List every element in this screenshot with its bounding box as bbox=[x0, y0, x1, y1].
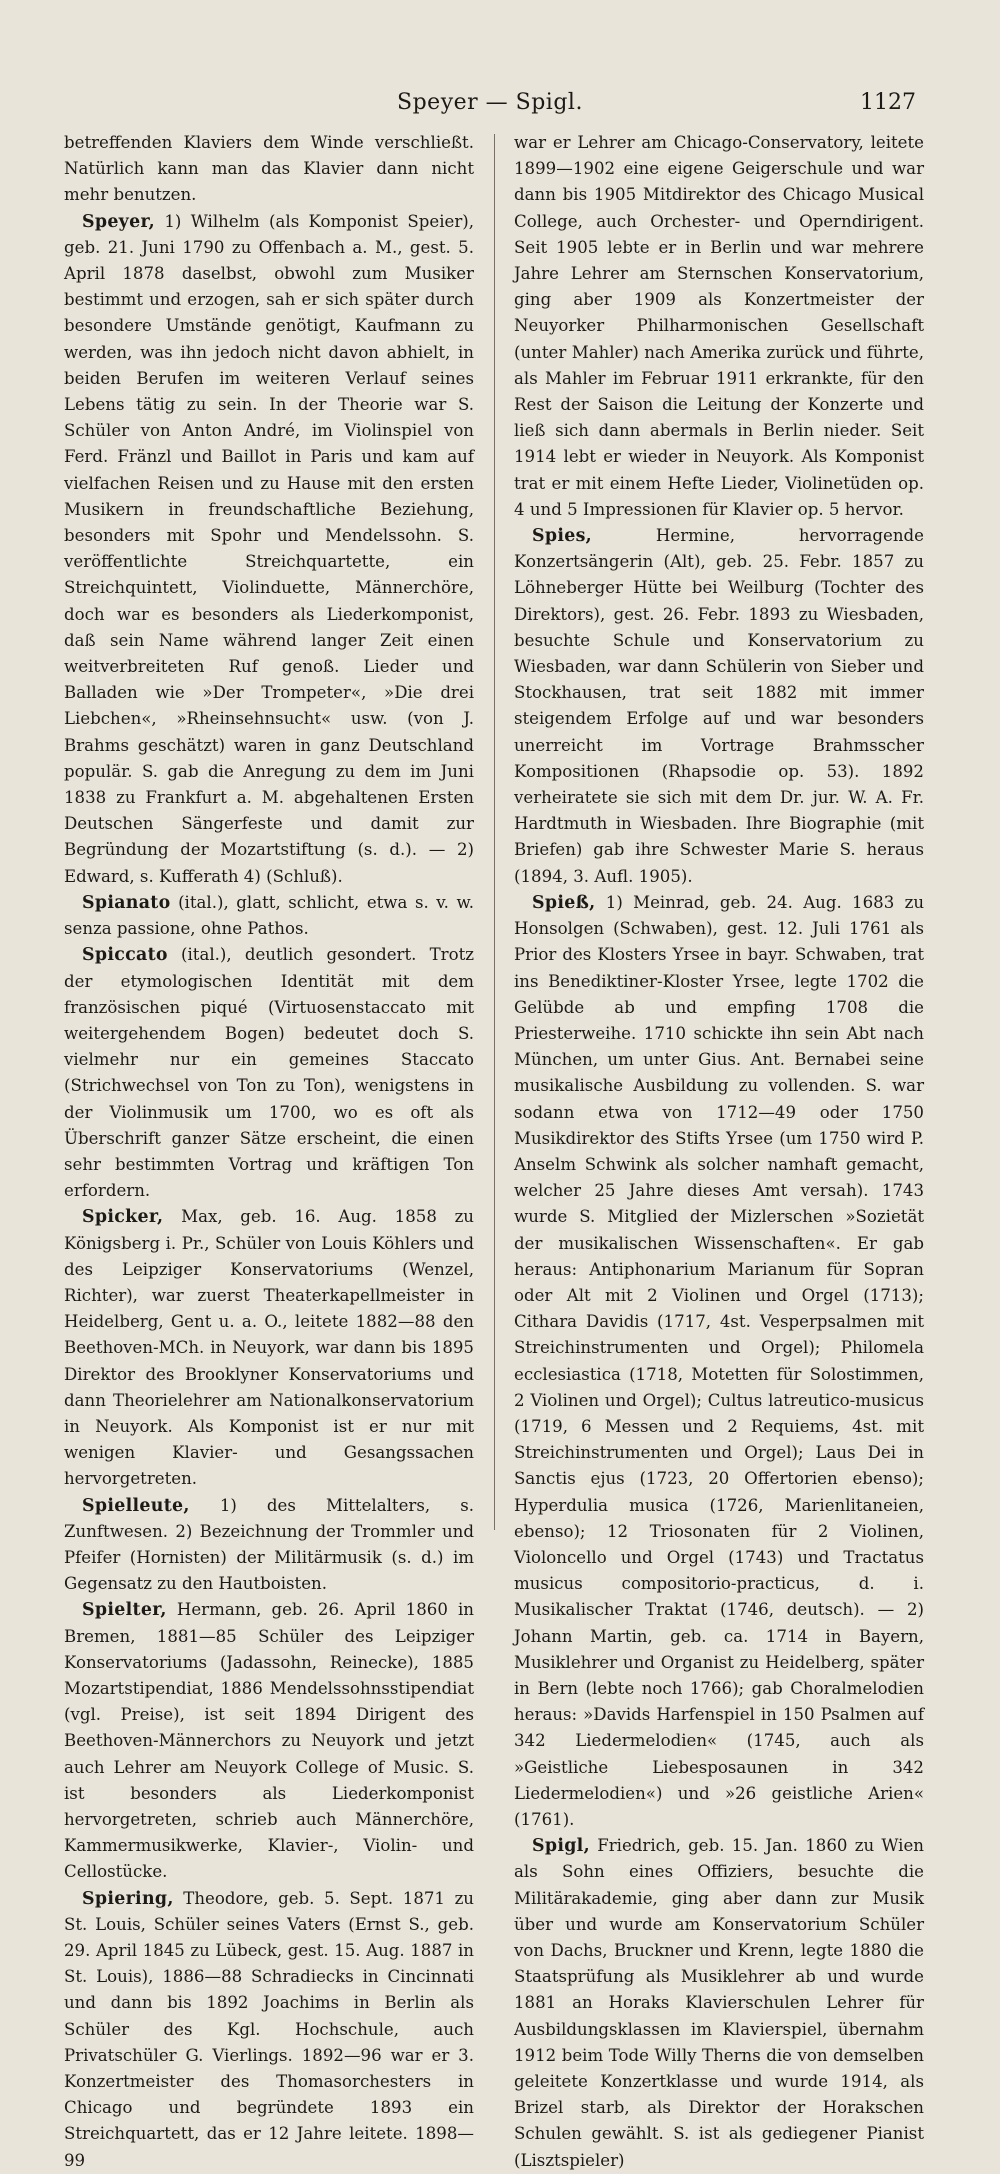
dictionary-entry bbox=[64, 1204, 474, 1492]
two-column-body bbox=[64, 130, 924, 2170]
entry-text: (ital.), deutlich gesondert. Trotz der etymologischen Identität mit dem französischen piqué (Virtuosenstaccato mit weitergehendem Bogen) bedeutet doch S. vielmehr nur ein gemeines Staccato (Strichwechsel von Ton zu Ton), wenigstens in der Violinmusik um 1700, wo es oft als Überschrift ganzer Sätze erscheint, die einen sehr bestimmten Vortrag und kräftigen Ton erfordern. bbox=[64, 945, 474, 1201]
entry-text: 1) des Mittelalters, s. Zunftwesen. 2) Bezeichnung der Trommler und Pfeifer (Hornisten) der Militärmusik (s. d.) im Gegensatz zu den Hautboisten. bbox=[64, 1495, 474, 1594]
dictionary-entry bbox=[514, 523, 924, 890]
dictionary-entry bbox=[64, 209, 474, 890]
entry-headword: Spielleute, bbox=[82, 1495, 190, 1516]
entry-headword: Spiccato bbox=[82, 945, 168, 966]
entry-headword: Speyer, bbox=[82, 211, 156, 232]
entry-text: Friedrich, geb. 15. Jan. 1860 zu Wien als Sohn eines Offiziers, besuchte die Militärakademie, ging aber dann zur Musik über und wurde am Konservatorium Schüler von Dachs, Bruckner und Krenn, legte 1880 die Staatsprüfung als Musiklehrer ab und wurde 1881 an Horaks Klavierschulen Lehrer für Ausbildungsklassen im Klavierspiel, übernahm 1912 beim Tode Willy Therns die von demselben geleitete Konzertklasse und wurde 1914, als Brizel starb, als Direktor der Horakschen Schulen gewählt. S. ist als gediegener Pianist (Lisztspieler) bbox=[514, 1836, 924, 2170]
entry-text: 1) Wilhelm (als Komponist Speier), geb. 21. Juni 1790 zu Offenbach a. M., gest. 5. April 1878 daselbst, obwohl zum Musiker bestimmt und erzogen, sah er sich später durch besondere Umstände genötigt, Kaufmann zu werden, was ihn jedoch nicht davon abhielt, in beiden Berufen im weiteren Verlauf seines Lebens tätig zu sein. In der Theorie war S. Schüler von Anton André, im Violinspiel von Ferd. Fränzl und Baillot in Paris und kam auf vielfachen Reisen und zu Hause mit den ersten Musikern in freundschaftliche Beziehung, besonders mit Spohr und Mendelssohn. S. veröffentlichte Streichquartette, ein Streichquintett, Violinduette, Männerchöre, doch war es besonders als Liederkomponist, daß sein Name während langer Zeit einen weitverbreiteten Ruf genoß. Lieder und Balladen wie »Der Trompeter«, »Die drei Liebchen«, »Rheinsehnsucht« usw. (von J. Brahms geschätzt) waren in ganz Deutschland populär. S. gab die Anregung zu dem im Juni 1838 zu Frankfurt a. M. abgehaltenen Ersten Deutschen Sängerfeste und damit zur Begründung der Mozartstiftung (s. d.). — 2) Edward, s. Kufferath 4) (Schluß). bbox=[64, 211, 474, 886]
page-number: 1127 bbox=[860, 90, 916, 115]
entry-headword: Spies, bbox=[532, 526, 593, 547]
continued-paragraph bbox=[514, 130, 924, 523]
dictionary-entry bbox=[514, 1833, 924, 2174]
entry-headword: Spielter, bbox=[82, 1600, 167, 1621]
entry-text: 1) Meinrad, geb. 24. Aug. 1683 zu Honsolgen (Schwaben), gest. 12. Juli 1761 als Prior des Klosters Yrsee in bayr. Schwaben, trat ins Benediktiner-Kloster Yrsee, legte 1702 die Gelübde ab und empfing 1708 die Priesterweihe. 1710 schickte ihn sein Abt nach München, um unter Gius. Ant. Bernabei seine musikalische Ausbildung zu vollenden. S. war sodann etwa von 1712—49 oder 1750 Musikdirektor des Stifts Yrsee (um 1750 wird P. Anselm Schwink als solcher namhaft gemacht, welcher 25 Jahre dieses Amt versah). 1743 wurde S. Mitglied der Mizlerschen »Sozietät der musikalischen Wissenschaften«. Er gab heraus: Antiphonarium Marianum für Sopran oder Alt mit 2 Violinen und Orgel (1713); Cithara Davidis (1717, 4st. Vesperpsalmen mit Streichinstrumenten und Orgel); Philomela ecclesiastica (1718, Motetten für Solostimmen, 2 Violinen und Orgel); Cultus latreutico-musicus (1719, 6 Messen und 2 Requiems, 4st. mit Streichinstrumenten und Orgel); Laus Dei in Sanctis ejus (1723, 20 Offertorien ebenso); Hyperdulia musica (1726, Marienlitaneien, ebenso); 12 Triosonaten für 2 Violinen, Violoncello und Orgel (1743) und Tractatus musicus compositorio-practicus, d. i. Musikalischer Traktat (1746, deutsch). — 2) Johann Martin, geb. ca. 1714 in Bayern, Musiklehrer und Organist zu Heidelberg, später in Bern (lebte noch 1766); gab Choralmelodien heraus: »Davids Harfenspiel in 150 Psalmen auf 342 Liedermelodien« (1745, auch als »Geistliche Liebesposaunen in 342 Liedermelodien«) und »26 geistliche Arien« (1761). bbox=[514, 892, 924, 1829]
entry-text: betreffenden Klaviers dem Winde verschließt. Natürlich kann man das Klavier dann nicht mehr benutzen. bbox=[64, 133, 474, 205]
running-head: Speyer — Spigl. bbox=[397, 90, 583, 115]
entry-text: Hermann, geb. 26. April 1860 in Bremen, 1881—85 Schüler des Leipziger Konservatoriums (Jadassohn, Reinecke), 1885 Mozartstipendiat, 1886 Mendelssohnsstipendiat (vgl. Preise), ist seit 1894 Dirigent des Beethoven-Männerchors zu Neuyork und jetzt auch Lehrer am Neuyork College of Music. S. ist besonders als Liederkomponist hervorgetreten, schrieb auch Männerchöre, Kammermusikwerke, Klavier-, Violin- und Cellostücke. bbox=[64, 1600, 474, 1882]
entry-headword: Spicker, bbox=[82, 1207, 164, 1228]
continued-paragraph bbox=[64, 130, 474, 209]
entry-text: Max, geb. 16. Aug. 1858 zu Königsberg i. Pr., Schüler von Louis Köhlers und des Leipziger Konservatoriums (Wenzel, Richter), war zuerst Theaterkapellmeister in Heidelberg, Gent u. a. O., leitete 1882—88 den Beethoven-MCh. in Neuyork, war dann bis 1895 Direktor des Brooklyner Konservatoriums und dann Theorielehrer am Nationalkonservatorium in Neuyork. Als Komponist ist er nur mit wenigen Klavier- und Gesangssachen hervorgetreten. bbox=[64, 1207, 474, 1489]
dictionary-entry bbox=[64, 1493, 474, 1598]
dictionary-entry bbox=[64, 1597, 474, 1885]
dictionary-entry bbox=[64, 942, 474, 1204]
entry-text: (ital.), glatt, schlicht, etwa s. v. w. senza passione, ohne Pathos. bbox=[64, 892, 474, 939]
entry-headword: Spieß, bbox=[532, 892, 596, 913]
dictionary-entry bbox=[64, 890, 474, 942]
entry-headword: Spianato bbox=[82, 892, 171, 913]
right-column bbox=[514, 130, 924, 2170]
dictionary-entry bbox=[64, 1886, 474, 2174]
entry-text: Theodore, geb. 5. Sept. 1871 zu St. Louis, Schüler seines Vaters (Ernst S., geb. 29. April 1845 zu Lübeck, gest. 15. Aug. 1887 in St. Louis), 1886—88 Schradiecks in Cincinnati und dann bis 1892 Joachims in Berlin als Schüler des Kgl. Hochschule, auch Privatschüler G. Vierlings. 1892—96 war er 3. Konzertmeister des Thomasorchesters in Chicago und begründete 1893 ein Streichquartett, das er 12 Jahre leitete. 1898—99 bbox=[64, 1888, 474, 2170]
dictionary-entry bbox=[514, 890, 924, 1833]
entry-headword: Spiering, bbox=[82, 1888, 174, 1909]
entry-text: Hermine, hervorragende Konzertsängerin (Alt), geb. 25. Febr. 1857 zu Löhneberger Hütte bei Weilburg (Tochter des Direktors), gest. 26. Febr. 1893 zu Wiesbaden, besuchte Schule und Konservatorium zu Wiesbaden, war dann Schülerin von Sieber und Stockhausen, trat seit 1882 mit immer steigendem Erfolge auf und war besonders unerreicht im Vortrage Brahmsscher Kompositionen (Rhapsodie op. 53). 1892 verheiratete sie sich mit dem Dr. jur. W. A. Fr. Hardtmuth in Wiesbaden. Ihre Biographie (mit Briefen) gab ihre Schwester Marie S. heraus (1894, 3. Aufl. 1905). bbox=[514, 526, 924, 886]
left-column bbox=[64, 130, 474, 2170]
entry-headword: Spigl, bbox=[532, 1836, 590, 1857]
column-divider bbox=[494, 134, 495, 1530]
entry-text: war er Lehrer am Chicago-Conservatory, leitete 1899—1902 eine eigene Geigerschule und war dann bis 1905 Mitdirektor des Chicago Musical College, auch Orchester- und Operndirigent. Seit 1905 lebte er in Berlin und war mehrere Jahre Lehrer am Sternschen Konservatorium, ging aber 1909 als Konzertmeister der Neuyorker Philharmonischen Gesellschaft (unter Mahler) nach Amerika zurück und führte, als Mahler im Februar 1911 erkrankte, für den Rest der Saison die Leitung der Konzerte und ließ sich dann abermals in Berlin nieder. Seit 1914 lebt er wieder in Neuyork. Als Komponist trat er mit einem Hefte Lieder, Violinetüden op. 4 und 5 Impressionen für Klavier op. 5 hervor. bbox=[514, 133, 924, 519]
page-header bbox=[64, 86, 916, 120]
